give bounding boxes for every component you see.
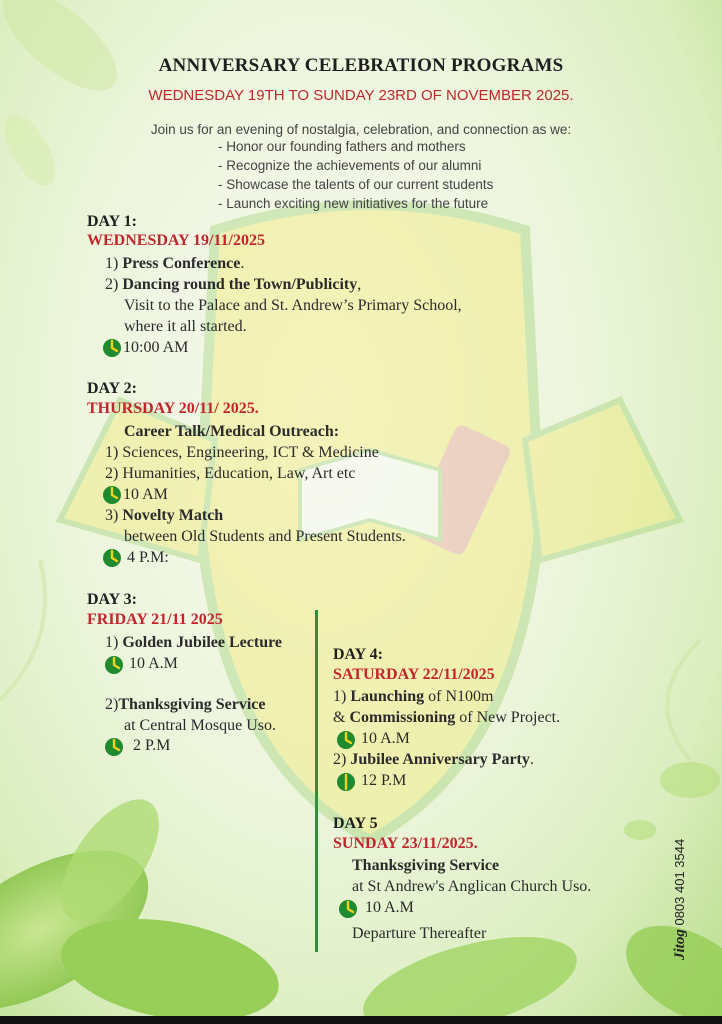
clock-icon [104,737,124,757]
intro-block [0,120,722,139]
day1-item2: 2) Dancing round the Town/Publicity, [105,276,362,293]
day1-item2-line3: where it all started. [124,318,247,335]
day3-item1: 1) Golden Jubilee Lecture [105,634,283,651]
day2-time1: 10 AM [123,486,168,503]
day3-item2: 2)Thanksgiving Service [105,696,266,713]
day3-time2: 2 P.M [133,737,171,754]
day2-heading: DAY 2: [87,380,137,397]
clock-icon [336,772,356,792]
day3-date: FRIDAY 21/11 2025 [87,611,223,628]
intro-lead: Join us for an evening of nostalgia, celebration, and connection as we: [150,122,572,137]
intro-bullet: - Recognize the achievements of our alumni [218,158,482,173]
day5-heading: DAY 5 [333,815,378,832]
intro-bullet: - Honor our founding fathers and mothers [218,139,466,154]
designer-name: Jitog [672,929,688,960]
day2-item2: 2) Humanities, Education, Law, Art etc [105,465,356,482]
day3-time1: 10 A.M [129,655,178,672]
day5-closing: Departure Thereafter [352,925,487,942]
day2-item1: 1) Sciences, Engineering, ICT & Medicine [105,444,379,461]
day2-date: THURSDAY 20/11/ 2025. [87,400,259,417]
day1-time: 10:00 AM [123,339,189,356]
day5-item1: Thanksgiving Service [352,857,500,874]
day2-item3: 3) Novelty Match [105,507,224,524]
day4-item1-line2: & Commissioning of New Project. [333,709,561,726]
day1-date: WEDNESDAY 19/11/2025 [87,232,265,249]
day2-time2: 4 P.M: [127,549,169,566]
bottom-bar [0,1016,722,1024]
day4-time2: 12 P.M [361,772,407,789]
day1-heading: DAY 1: [87,213,137,230]
day4-date: SATURDAY 22/11/2025 [333,666,495,683]
clock-icon [102,485,122,505]
day2-subheading: Career Talk/Medical Outreach: [124,423,340,440]
intro-bullet: - Launch exciting new initiatives for the future [218,196,489,211]
designer-phone: 0803 401 3544 [672,838,687,926]
column-divider [315,610,318,952]
day5-date: SUNDAY 23/11/2025. [333,835,478,852]
clock-icon [104,655,124,675]
day5-time: 10 A.M [365,899,414,916]
day3-heading: DAY 3: [87,591,137,608]
designer-signature [672,839,689,960]
clock-icon [336,730,356,750]
day4-time1: 10 A.M [361,730,410,747]
day5-item1-line2: at St Andrew's Anglican Church Uso. [352,878,592,895]
day2-item3-line2: between Old Students and Present Students. [124,528,406,545]
clock-icon [102,548,122,568]
day1-item1: 1) Press Conference. [105,255,245,272]
event-dates: WEDNESDAY 19TH TO SUNDAY 23RD OF NOVEMBER 2025. [148,87,574,104]
clock-icon [338,899,358,919]
day4-item1: 1) Launching of N100m [333,688,494,705]
day4-item2: 2) Jubilee Anniversary Party. [333,751,534,768]
day1-item2-line2: Visit to the Palace and St. Andrew’s Primary School, [124,297,462,314]
page-title: ANNIVERSARY CELEBRATION PROGRAMS [158,55,564,76]
intro-bullet: - Showcase the talents of our current students [218,177,494,192]
day3-item2-line2: at Central Mosque Uso. [124,717,276,734]
day4-heading: DAY 4: [333,646,383,663]
clock-icon [102,338,122,358]
